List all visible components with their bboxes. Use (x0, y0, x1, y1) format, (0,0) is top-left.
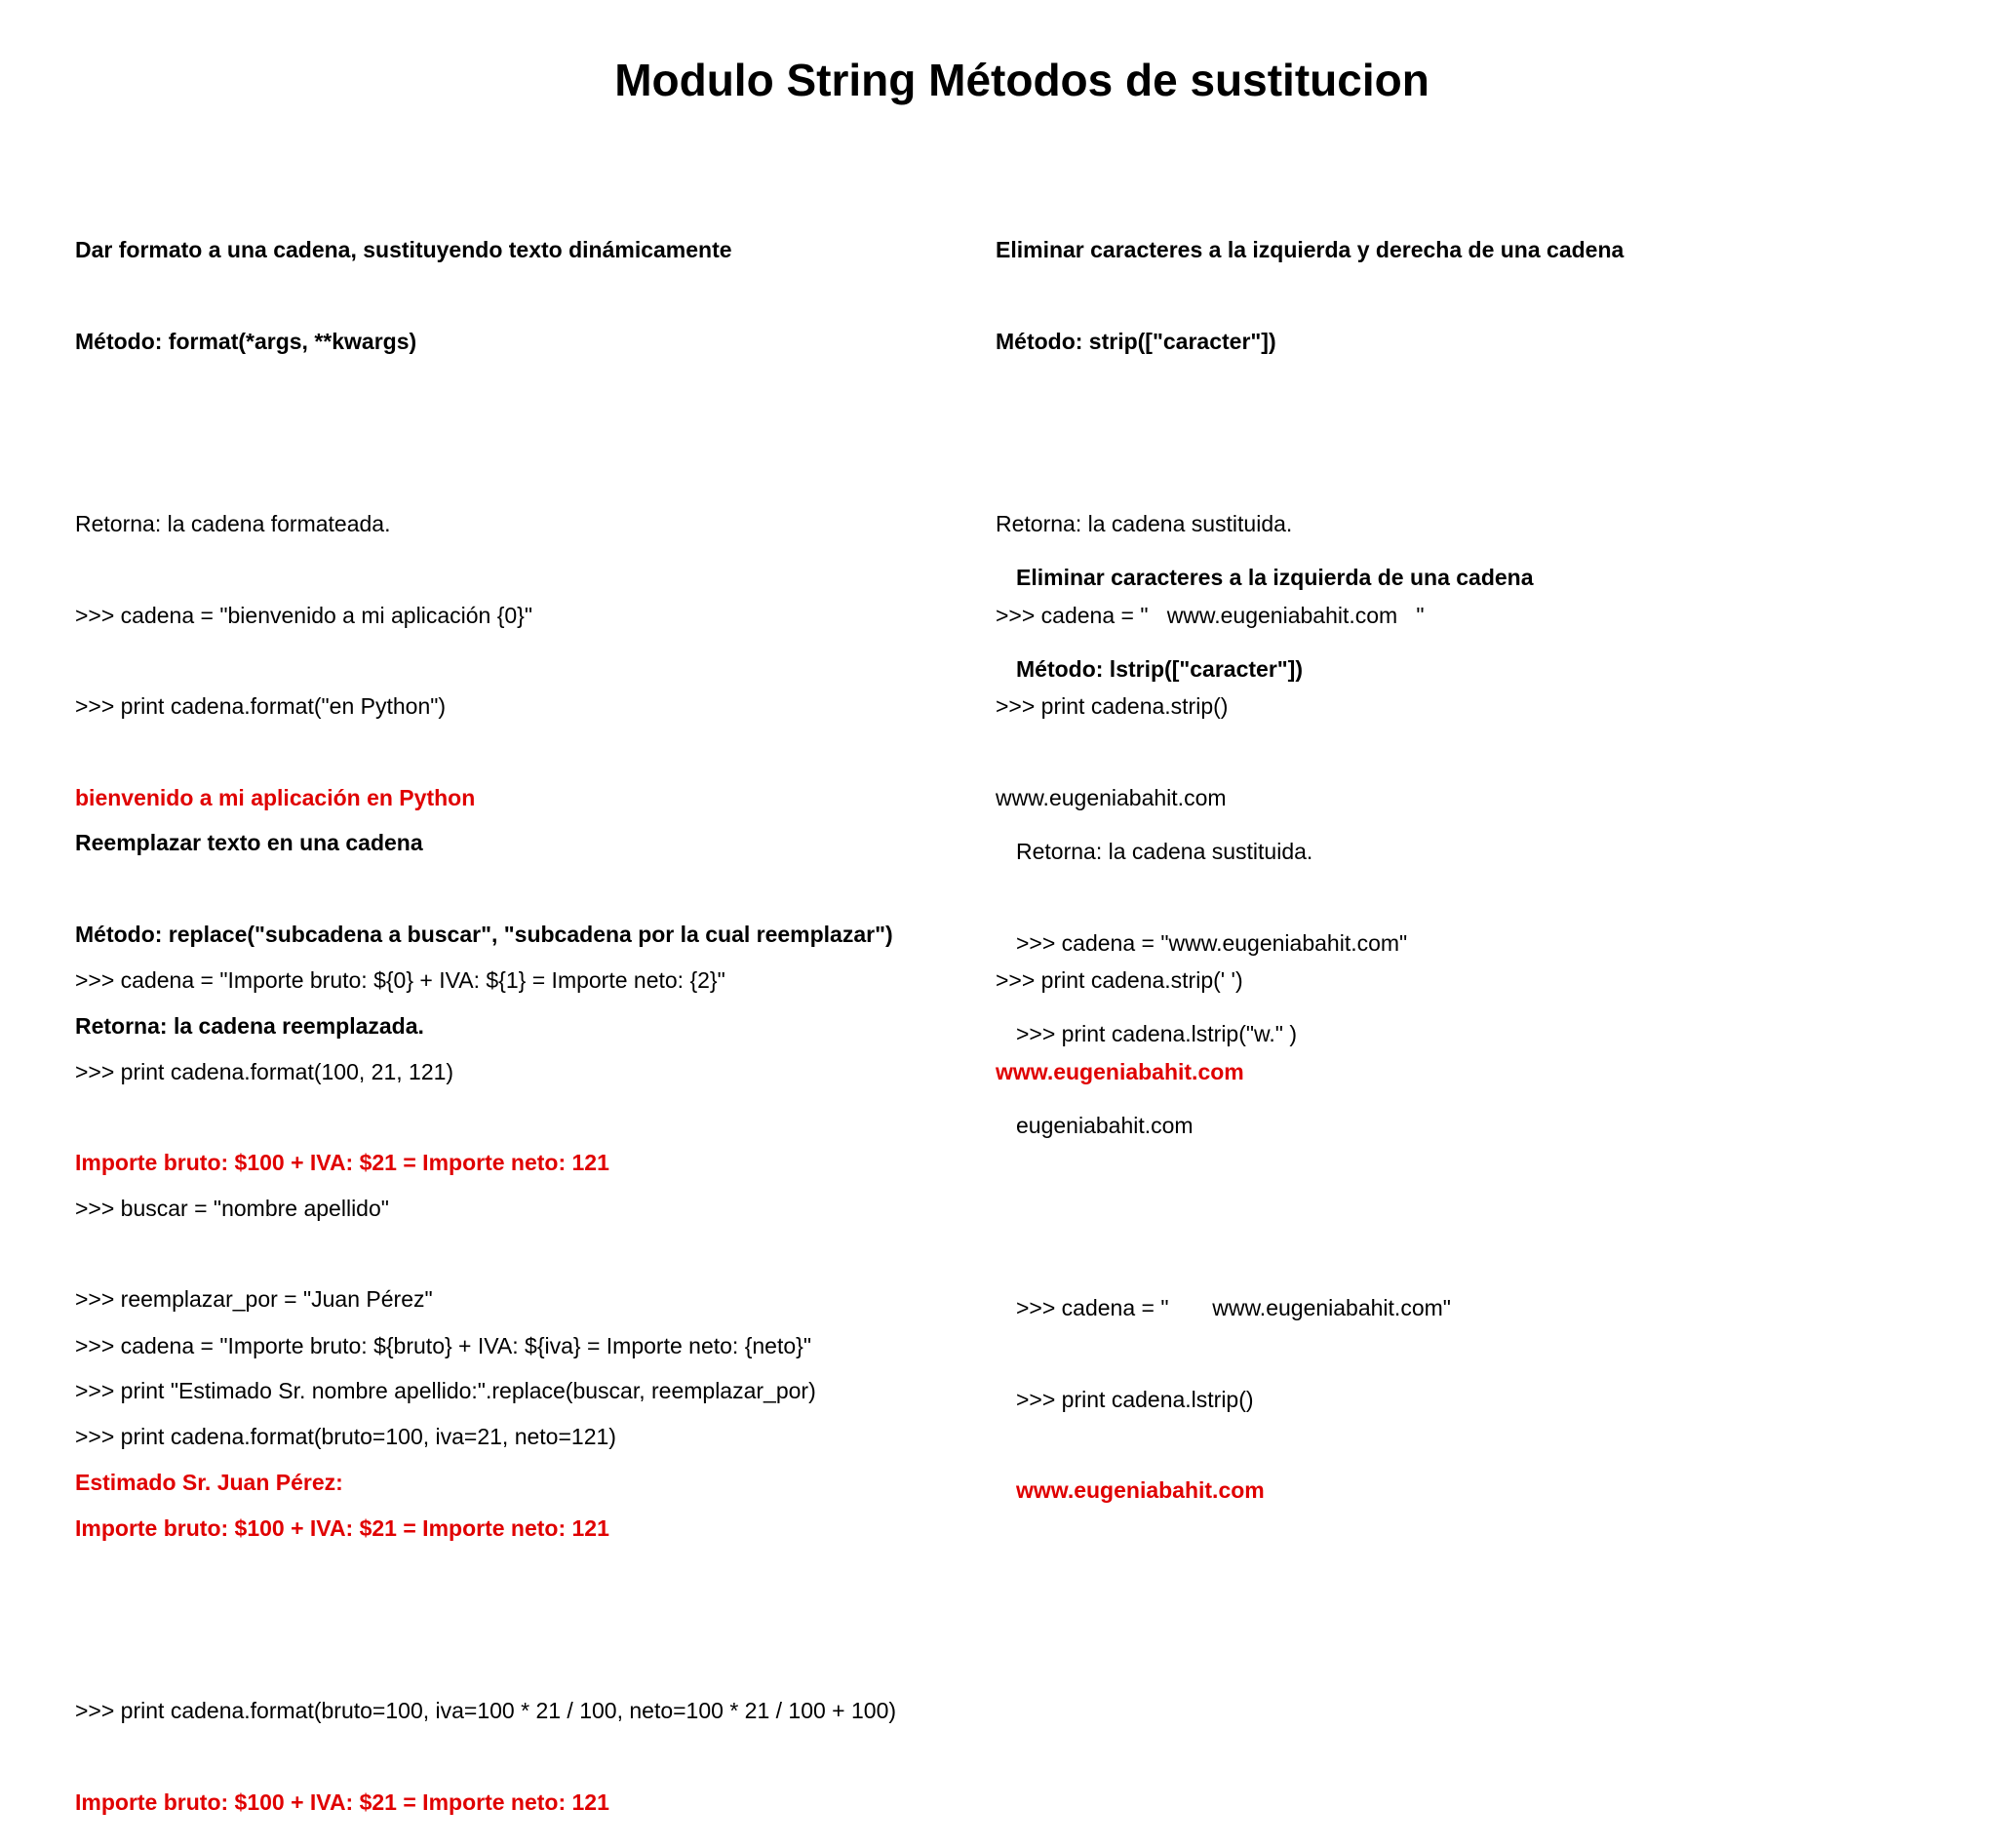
code-line: >>> cadena = " www.eugeniabahit.com" (1016, 1295, 1451, 1321)
output-line: Importe bruto: $100 + IVA: $21 = Importe neto: 121 (75, 1789, 609, 1815)
strip-heading: Eliminar caracteres a la izquierda y derecha de una cadena (996, 237, 1625, 263)
lstrip-method: Método: lstrip(["caracter"]) (1016, 656, 1304, 682)
result-line: eugeniabahit.com (1016, 1112, 1194, 1138)
format-returns: Retorna: la cadena formateada. (75, 511, 391, 537)
code-line: >>> print cadena.lstrip() (1016, 1386, 1254, 1412)
page-title: Modulo String Métodos de sustitucion (614, 55, 1429, 105)
output-line: bienvenido a mi aplicación en Python (75, 784, 476, 810)
output-line: www.eugeniabahit.com (1016, 1477, 1265, 1504)
lstrip-section (1016, 502, 1534, 1537)
replace-section (75, 767, 893, 1528)
replace-returns: Retorna: la cadena reemplazada. (75, 1012, 424, 1039)
code-line: >>> print cadena.lstrip("w." ) (1016, 1021, 1297, 1047)
code-line: >>> print cadena.strip(' ') (996, 967, 1243, 994)
lstrip-returns: Retorna: la cadena sustituida. (1016, 839, 1313, 865)
lstrip-heading: Eliminar caracteres a la izquierda de una cadena (1016, 565, 1534, 591)
output-line: Importe bruto: $100 + IVA: $21 = Importe neto: 121 (75, 1150, 609, 1176)
code-line: >>> print cadena.format(bruto=100, iva=100 * 21 / 100, neto=100 * 21 / 100 + 100) (75, 1697, 897, 1723)
code-line: >>> print cadena.format("en Python") (75, 693, 447, 720)
strip-method: Método: strip(["caracter"]) (996, 329, 1276, 354)
format-heading: Dar formato a una cadena, sustituyendo texto dinámicamente (75, 237, 732, 263)
code-line: >>> print "Estimado Sr. nombre apellido:".replace(buscar, reemplazar_por) (75, 1377, 816, 1403)
code-line: >>> cadena = " www.eugeniabahit.com " (996, 602, 1425, 628)
replace-method: Método: replace("subcadena a buscar", "subcadena por la cual reemplazar") (75, 922, 893, 947)
code-line: >>> reemplazar_por = "Juan Pérez" (75, 1286, 433, 1313)
code-line: >>> cadena = "Importe bruto: ${0} + IVA: ${1} = Importe neto: {2}" (75, 967, 725, 994)
result-line: www.eugeniabahit.com (996, 784, 1227, 810)
code-line: >>> buscar = "nombre apellido" (75, 1195, 389, 1221)
code-line: >>> print cadena.format(100, 21, 121) (75, 1058, 454, 1084)
code-line: >>> cadena = "Importe bruto: ${bruto} + IVA: ${iva} = Importe neto: {neto}" (75, 1332, 811, 1358)
format-method: Método: format(*args, **kwargs) (75, 329, 417, 354)
output-line: Importe bruto: $100 + IVA: $21 = Importe neto: 121 (75, 1514, 609, 1541)
code-line: >>> print cadena.strip() (996, 693, 1229, 720)
replace-heading: Reemplazar texto en una cadena (75, 830, 423, 856)
code-line: >>> cadena = "bienvenido a mi aplicación {0}" (75, 602, 533, 628)
output-line: www.eugeniabahit.com (996, 1058, 1244, 1084)
strip-returns: Retorna: la cadena sustituida. (996, 511, 1293, 537)
code-line: >>> cadena = "www.eugeniabahit.com" (1016, 929, 1408, 956)
output-line: Estimado Sr. Juan Pérez: (75, 1469, 343, 1495)
code-line: >>> print cadena.format(bruto=100, iva=21, neto=121) (75, 1424, 616, 1450)
